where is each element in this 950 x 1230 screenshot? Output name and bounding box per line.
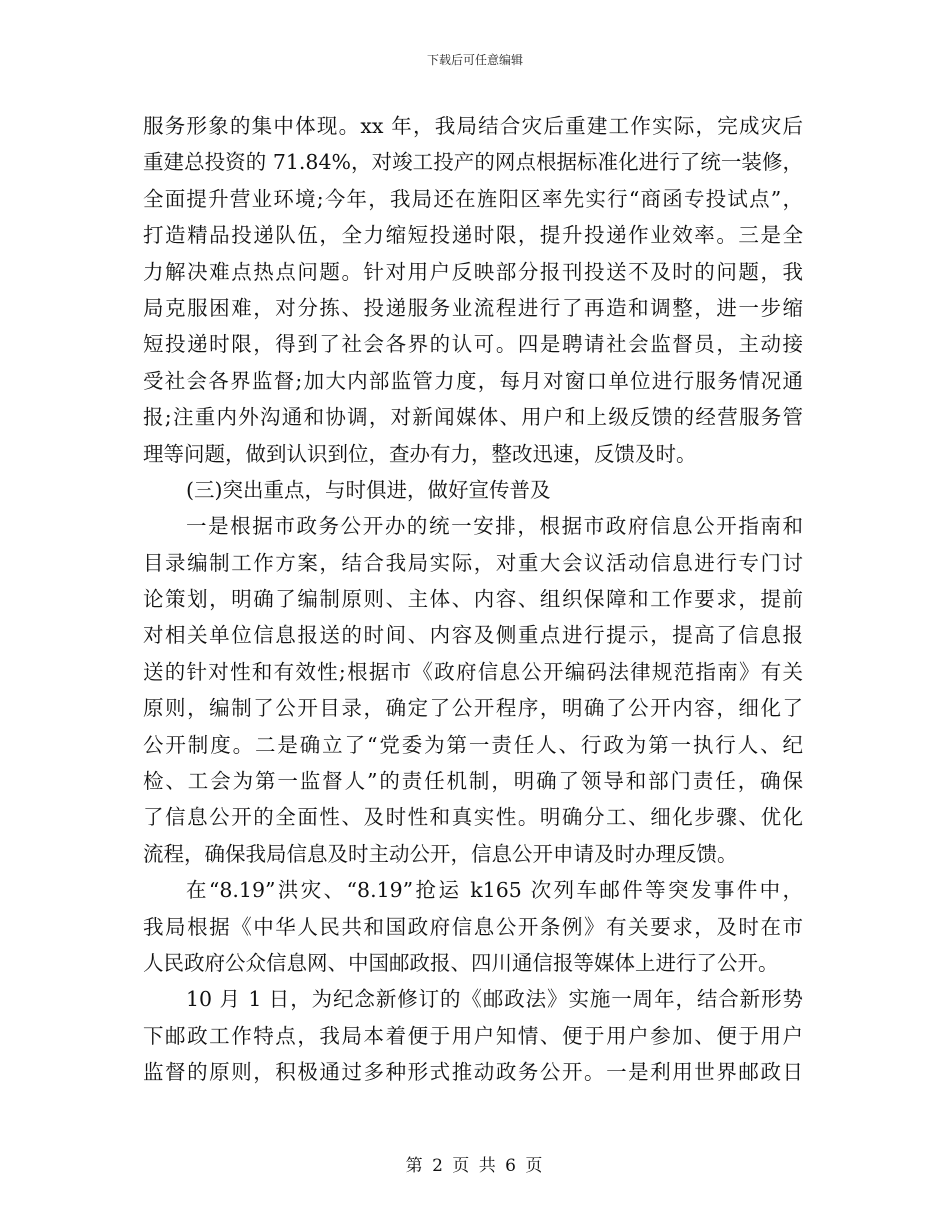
- text-line: 短投递时限，得到了社会各界的认可。四是聘请社会监督员，主动接: [143, 332, 803, 357]
- text-line: 论策划，明确了编制原则、主体、内容、组织保障和工作要求，提前: [143, 587, 803, 612]
- document-body: [143, 108, 803, 1091]
- text-line: 服务形象的集中体现。xx 年，我局结合灾后重建工作实际，完成灾后: [143, 114, 803, 138]
- text-line: 目录编制工作方案，结合我局实际，对重大会议活动信息进行专门讨: [143, 550, 803, 575]
- text-line: 局克服困难，对分拣、投递服务业流程进行了再造和调整，进一步缩: [143, 295, 803, 320]
- text-line: 检、工会为第一监督人”的责任机制，明确了领导和部门责任，确保: [143, 769, 803, 794]
- text-line: 受社会各界监督;加大内部监管力度，每月对窗口单位进行服务情况通: [143, 368, 803, 393]
- text-line: 送的针对性和有效性;根据市《政府信息公开编码法律规范指南》有关: [143, 659, 803, 684]
- text-line: 在“8.19”洪灾、“8.19”抢运 k165 次列车邮件等突发事件中，: [186, 878, 803, 903]
- page-header: 下载后可任意编辑: [426, 53, 523, 67]
- text-line: 全面提升营业环境;今年，我局还在旌阳区率先实行“商函专投试点”，: [143, 186, 803, 211]
- text-line: 了信息公开的全面性、及时性和真实性。明确分工、细化步骤、优化: [143, 805, 803, 830]
- text-line: 下邮政工作特点，我局本着便于用户知情、便于用户参加、便于用户: [143, 1023, 803, 1048]
- text-line: 重建总投资的 71.84%，对竣工投产的网点根据标准化进行了统一装修，: [143, 150, 803, 175]
- text-line: 10 月 1 日，为纪念新修订的《邮政法》实施一周年，结合新形势: [186, 987, 803, 1012]
- text-line: 我局根据《中华人民共和国政府信息公开条例》有关要求，及时在市: [143, 914, 803, 939]
- page-footer: 第 2 页 共 6 页: [405, 1156, 545, 1176]
- text-line: (三)突出重点，与时俱进，做好宣传普及: [186, 477, 551, 502]
- text-line: 打造精品投递队伍，全力缩短投递时限，提升投递作业效率。三是全: [143, 223, 803, 248]
- text-line: 原则，编制了公开目录，确定了公开程序，明确了公开内容，细化了: [143, 696, 803, 721]
- text-line: 公开制度。二是确立了“党委为第一责任人、行政为第一执行人、纪: [143, 732, 803, 757]
- text-line: 人民政府公众信息网、中国邮政报、四川通信报等媒体上进行了公开。: [143, 950, 779, 975]
- text-line: 流程，确保我局信息及时主动公开，信息公开申请及时办理反馈。: [143, 841, 738, 866]
- text-line: 力解决难点热点问题。针对用户反映部分报刊投送不及时的问题，我: [143, 259, 803, 284]
- text-line: 一是根据市政务公开办的统一安排，根据市政府信息公开指南和: [186, 514, 803, 539]
- text-line: 对相关单位信息报送的时间、内容及侧重点进行提示，提高了信息报: [143, 623, 803, 648]
- text-line: 报;注重内外沟通和协调，对新闻媒体、用户和上级反馈的经营服务管: [143, 405, 803, 430]
- text-line: 监督的原则，积极通过多种形式推动政务公开。一是利用世界邮政日: [143, 1060, 803, 1085]
- text-line: 理等问题，做到认识到位，查办有力，整改迅速，反馈及时。: [143, 441, 697, 466]
